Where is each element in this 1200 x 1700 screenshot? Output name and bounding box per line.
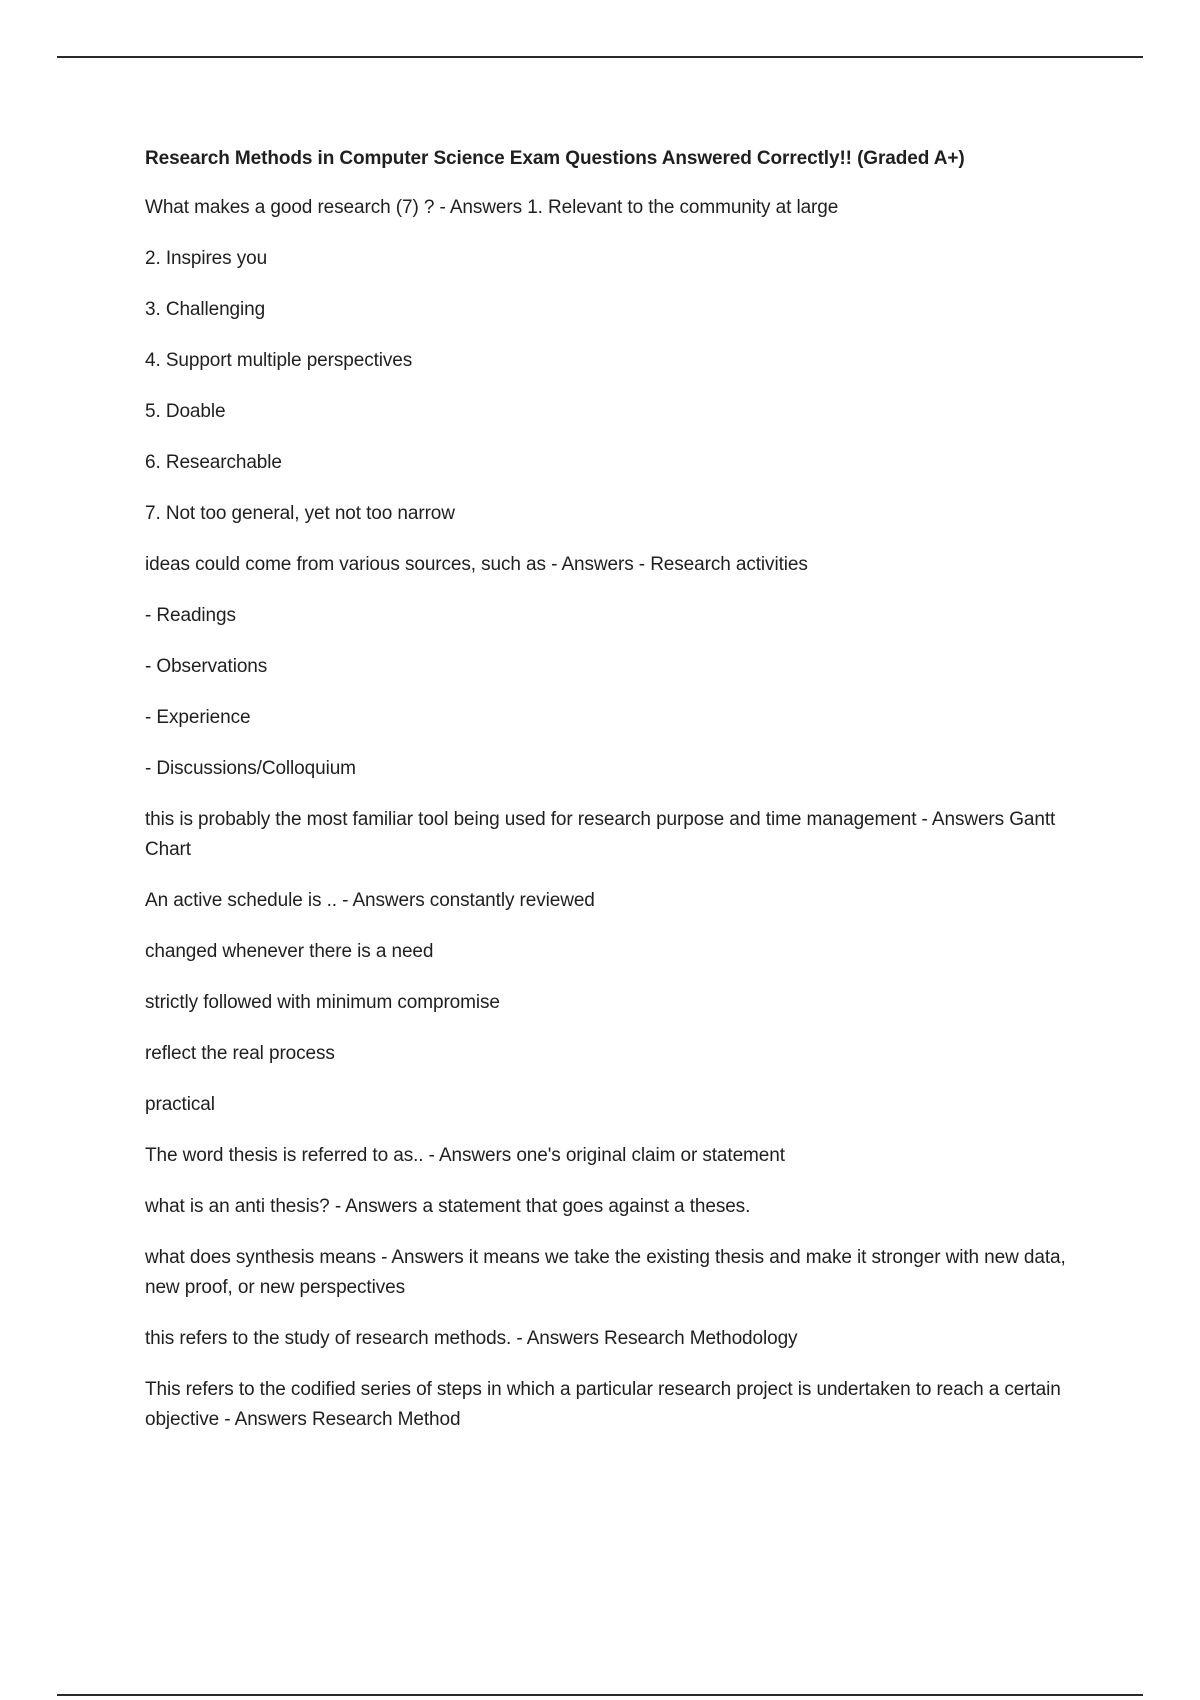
paragraph: what is an anti thesis? - Answers a statement that goes against a theses.: [145, 1196, 751, 1217]
paragraph: What makes a good research (7) ? - Answers 1. Relevant to the community at large: [145, 197, 839, 218]
paragraph: - Readings: [145, 605, 236, 626]
paragraph: changed whenever there is a need: [145, 941, 434, 962]
paragraph: strictly followed with minimum compromise: [145, 992, 500, 1013]
paragraph: this is probably the most familiar tool being used for research purpose and time management - Answers Gantt Chart: [145, 809, 1056, 860]
paragraph: This refers to the codified series of steps in which a particular research project is undertaken to reach a certain objective - Answers Research Method: [145, 1379, 1061, 1430]
paragraph: 3. Challenging: [145, 299, 266, 320]
paragraph: what does synthesis means - Answers it means we take the existing thesis and make it stronger with new data, new proof, or new perspectives: [145, 1247, 1066, 1298]
paragraph: practical: [145, 1094, 215, 1115]
document-title: Research Methods in Computer Science Exam Questions Answered Correctly!! (Graded A+): [145, 148, 965, 169]
document-body: [145, 146, 1090, 1456]
paragraph: 7. Not too general, yet not too narrow: [145, 503, 455, 524]
paragraph: 6. Researchable: [145, 452, 282, 473]
paragraph: reflect the real process: [145, 1043, 335, 1064]
footer-rule: [57, 1694, 1143, 1696]
paragraph: An active schedule is .. - Answers constantly reviewed: [145, 890, 595, 911]
paragraph: 5. Doable: [145, 401, 226, 422]
paragraph: 4. Support multiple perspectives: [145, 350, 413, 371]
paragraph: The word thesis is referred to as.. - Answers one's original claim or statement: [145, 1145, 785, 1166]
paragraph: 2. Inspires you: [145, 248, 268, 269]
paragraph: ideas could come from various sources, such as - Answers - Research activities: [145, 554, 808, 575]
paragraph: - Experience: [145, 707, 251, 728]
header-rule: [57, 56, 1143, 58]
paragraph: - Observations: [145, 656, 268, 677]
paragraph: this refers to the study of research methods. - Answers Research Methodology: [145, 1328, 798, 1349]
paragraph: - Discussions/Colloquium: [145, 758, 356, 779]
